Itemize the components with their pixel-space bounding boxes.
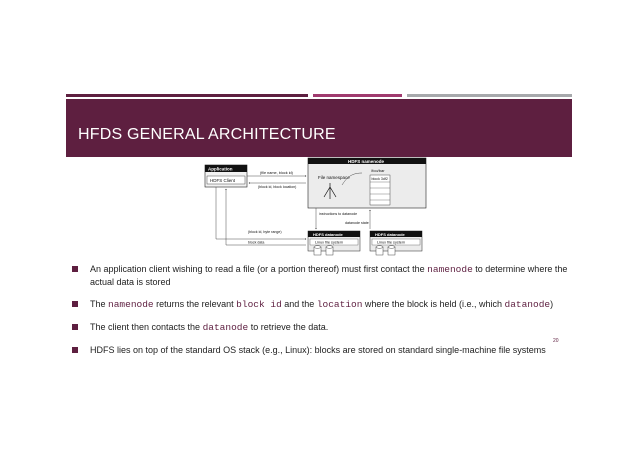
datanode-title-1: HDFS datanode — [313, 231, 343, 237]
bullet-text: and the — [281, 299, 317, 309]
bullet-list — [72, 263, 572, 366]
bullet-text: The — [90, 299, 109, 309]
code-term: datanode — [202, 322, 249, 333]
header-bar-primary — [66, 94, 308, 97]
bullet-square-icon — [72, 301, 78, 307]
bullet-text: An application client wishing to read a file (or a portion thereof) must first contact the — [90, 264, 428, 274]
bullet-square-icon — [72, 324, 78, 330]
code-term: location — [316, 299, 363, 310]
bullet-text: HDFS lies on top of the standard OS stack (e.g., Linux): blocks are stored on standard single-machine file systems — [90, 345, 546, 355]
code-term: namenode — [108, 299, 154, 310]
msg-file-block: (file name, block id) — [260, 171, 293, 175]
code-term: block id — [236, 299, 282, 310]
bullet-item-3 — [72, 321, 572, 334]
file-namespace-label: File namespace — [318, 175, 350, 180]
linux-fs-label-1: Linux file system — [315, 240, 344, 245]
code-term: namenode — [427, 264, 473, 275]
msg-block-location: (block id, block location) — [258, 185, 297, 189]
page-number: 20 — [553, 338, 559, 344]
bullet-text: ) — [550, 299, 554, 309]
bullet-square-icon — [72, 347, 78, 353]
bullet-text: to retrieve the data. — [248, 322, 329, 332]
bullet-text: where the block is held (i.e., which — [362, 299, 505, 309]
bullet-square-icon — [72, 266, 78, 272]
msg-block-data: block data — [248, 240, 265, 245]
linux-fs-label-2: Linux file system — [377, 240, 406, 245]
title-banner — [66, 99, 572, 157]
msg-datanode-state: datanode state — [345, 221, 369, 225]
datanode-title-2: HDFS datanode — [375, 231, 405, 237]
msg-byte-range: (block id, byte range) — [248, 230, 282, 234]
header-bar-gray — [407, 94, 572, 97]
bullet-item-2 — [72, 298, 572, 311]
hdfs-architecture-diagram — [200, 157, 430, 259]
bullet-text: to determine where the actual data is stored — [90, 264, 568, 287]
bullet-item-1 — [72, 263, 572, 288]
hdfs-client-label: HDFS Client — [210, 178, 236, 183]
bullet-item-4 — [72, 344, 572, 356]
block-table-entry: block 3df2 — [371, 177, 388, 181]
code-term: datanode — [504, 299, 551, 310]
namenode-box — [308, 158, 426, 208]
header-bar-accent — [313, 94, 402, 97]
bullet-text: returns the relevant — [153, 299, 237, 309]
root-path-label: /foo/bar — [371, 168, 385, 173]
bullet-text: The client then contacts the — [90, 322, 203, 332]
msg-instructions: instructions to datanode — [319, 212, 358, 216]
application-title: Application — [208, 166, 233, 172]
slide-title: HFDS GENERAL ARCHITECTURE — [78, 126, 336, 143]
namenode-title: HDFS namenode — [348, 158, 385, 164]
